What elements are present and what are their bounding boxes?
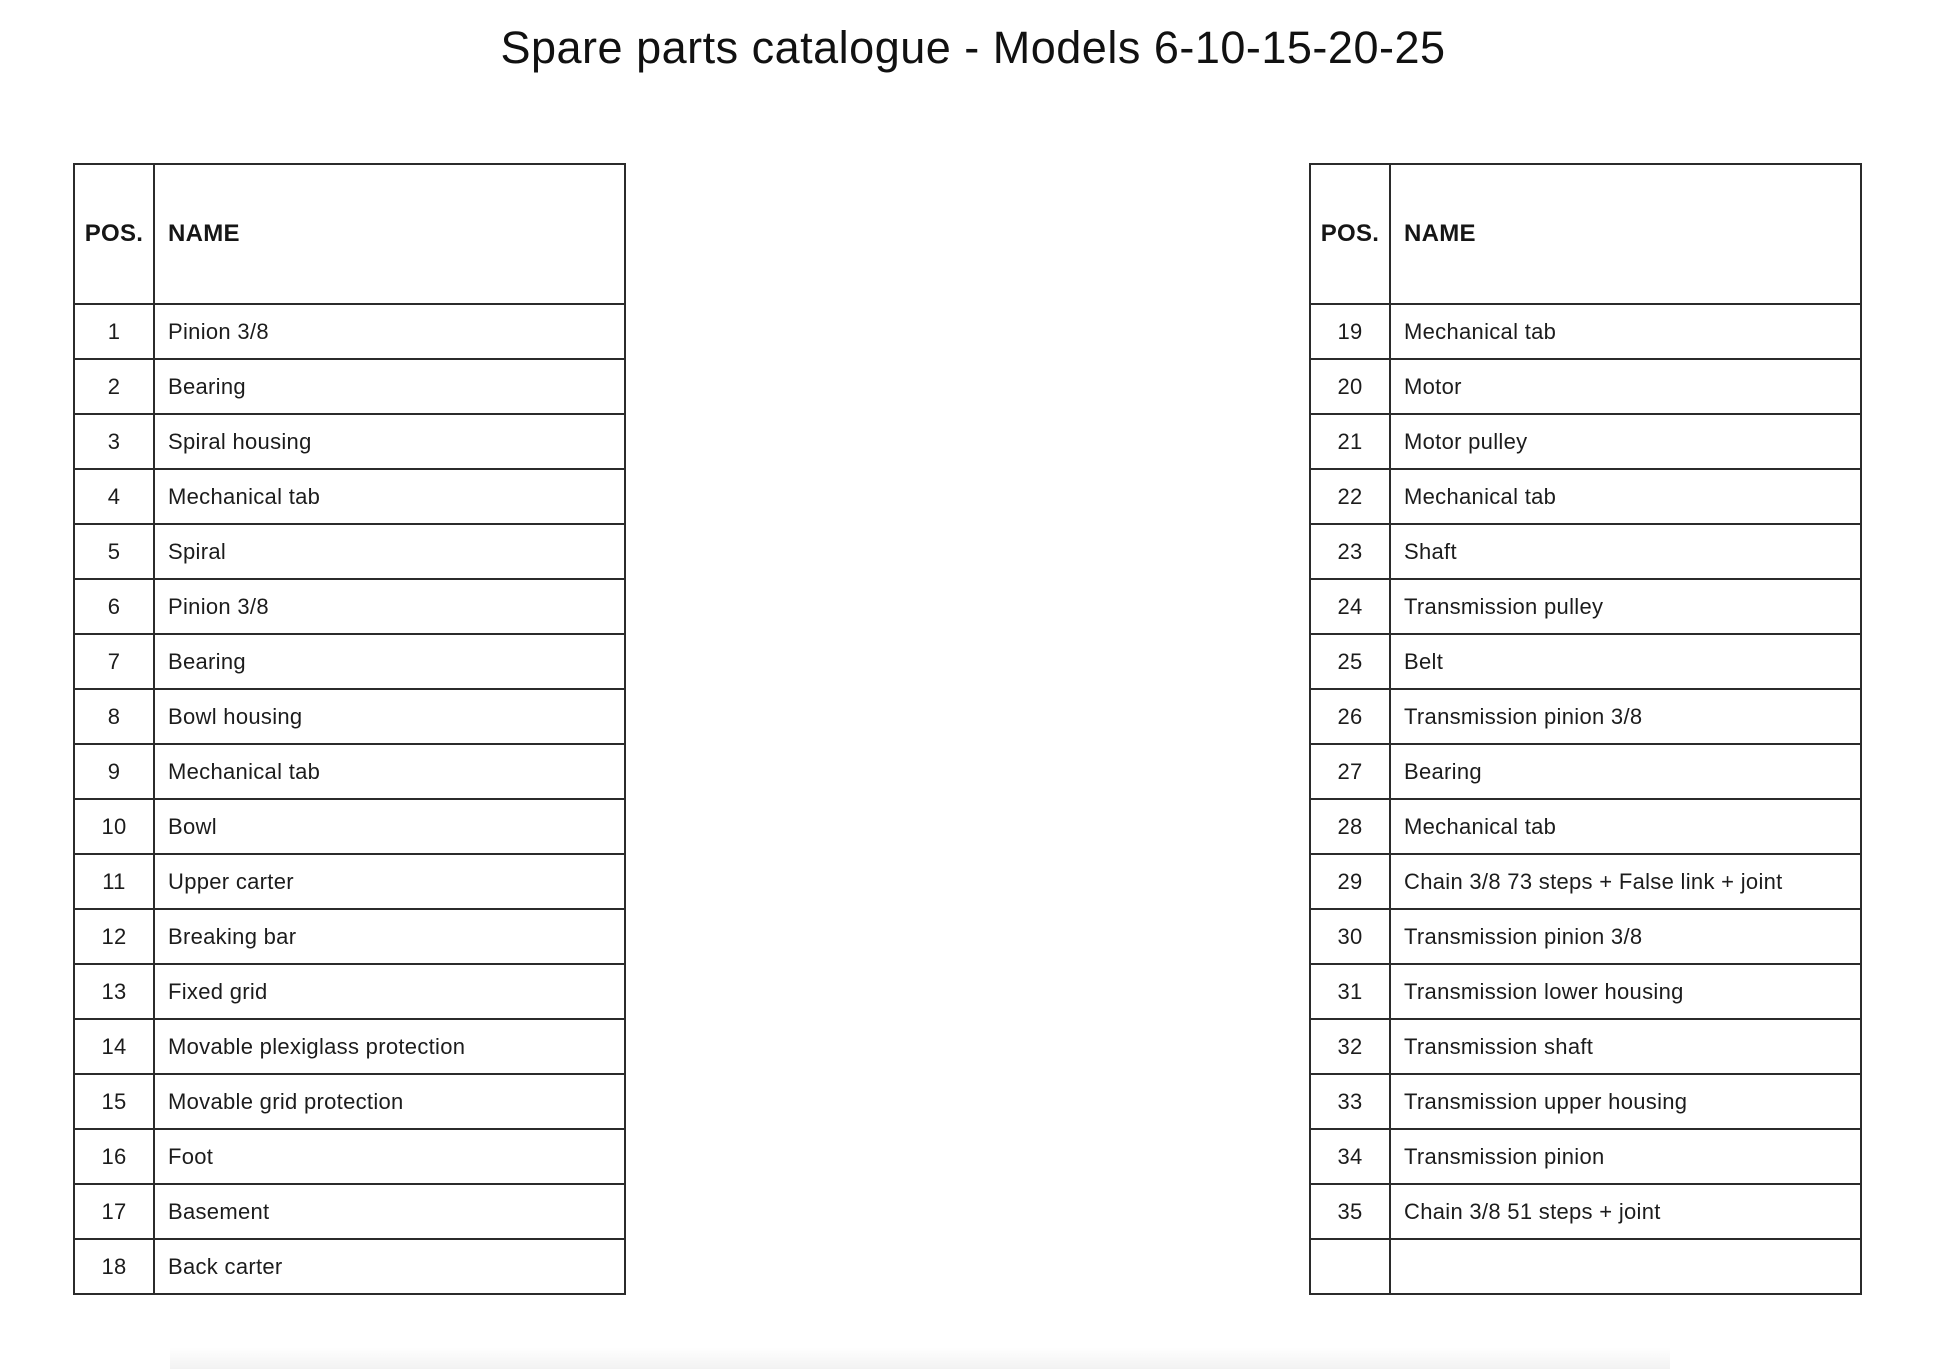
pos-cell: 35 — [1310, 1184, 1390, 1239]
table-row — [74, 689, 625, 744]
name-cell: Back carter — [154, 1239, 625, 1294]
pos-cell: 6 — [74, 579, 154, 634]
name-cell: Transmission shaft — [1390, 1019, 1861, 1074]
pos-cell: 8 — [74, 689, 154, 744]
name-column-header: NAME — [154, 164, 625, 304]
table-row — [1310, 359, 1861, 414]
name-cell: Bearing — [154, 634, 625, 689]
name-cell: Mechanical tab — [154, 469, 625, 524]
table-row — [1310, 1239, 1861, 1294]
pos-cell: 24 — [1310, 579, 1390, 634]
pos-cell: 26 — [1310, 689, 1390, 744]
name-cell: Transmission lower housing — [1390, 964, 1861, 1019]
pos-cell: 16 — [74, 1129, 154, 1184]
pos-cell: 5 — [74, 524, 154, 579]
table-row — [74, 414, 625, 469]
pos-cell: 29 — [1310, 854, 1390, 909]
pos-cell: 14 — [74, 1019, 154, 1074]
table-row — [1310, 469, 1861, 524]
pos-cell: 12 — [74, 909, 154, 964]
pos-cell: 28 — [1310, 799, 1390, 854]
table-row — [74, 1019, 625, 1074]
table-row — [1310, 634, 1861, 689]
pos-cell: 31 — [1310, 964, 1390, 1019]
name-cell: Belt — [1390, 634, 1861, 689]
name-cell: Motor pulley — [1390, 414, 1861, 469]
header-row — [74, 164, 625, 304]
name-cell: Chain 3/8 51 steps + joint — [1390, 1184, 1861, 1239]
name-cell: Mechanical tab — [1390, 469, 1861, 524]
pos-column-header: POS. — [74, 164, 154, 304]
pos-cell: 25 — [1310, 634, 1390, 689]
table-row — [74, 469, 625, 524]
table-body — [74, 304, 625, 1294]
name-cell: Spiral — [154, 524, 625, 579]
table-row — [1310, 579, 1861, 634]
table-row — [74, 304, 625, 359]
table-row — [1310, 744, 1861, 799]
pos-cell: 4 — [74, 469, 154, 524]
table-header — [74, 164, 625, 304]
table-row — [74, 1239, 625, 1294]
name-cell: Bowl — [154, 799, 625, 854]
name-cell: Mechanical tab — [1390, 799, 1861, 854]
pos-cell: 21 — [1310, 414, 1390, 469]
pos-column-header: POS. — [1310, 164, 1390, 304]
table-row — [74, 1184, 625, 1239]
pos-cell: 9 — [74, 744, 154, 799]
pos-cell: 34 — [1310, 1129, 1390, 1184]
spare-parts-table-left — [73, 163, 626, 1295]
table-row — [1310, 799, 1861, 854]
name-cell: Foot — [154, 1129, 625, 1184]
table-row — [74, 909, 625, 964]
name-cell: Movable grid protection — [154, 1074, 625, 1129]
pos-cell: 22 — [1310, 469, 1390, 524]
spare-parts-table-right — [1309, 163, 1862, 1295]
name-cell: Transmission pinion 3/8 — [1390, 689, 1861, 744]
table-row — [1310, 909, 1861, 964]
pos-cell: 3 — [74, 414, 154, 469]
page-bottom-shadow — [170, 1347, 1670, 1369]
table-row — [1310, 1129, 1861, 1184]
name-cell: Motor — [1390, 359, 1861, 414]
table-row — [1310, 304, 1861, 359]
pos-cell: 18 — [74, 1239, 154, 1294]
name-cell: Basement — [154, 1184, 625, 1239]
name-cell: Pinion 3/8 — [154, 304, 625, 359]
name-cell: Transmission pulley — [1390, 579, 1861, 634]
pos-cell: 17 — [74, 1184, 154, 1239]
name-cell: Bearing — [1390, 744, 1861, 799]
header-row — [1310, 164, 1861, 304]
page-title: Spare parts catalogue - Models 6-10-15-20-25 — [500, 22, 1446, 73]
table-row — [74, 634, 625, 689]
name-cell: Chain 3/8 73 steps + False link + joint — [1390, 854, 1861, 909]
table-row — [1310, 1019, 1861, 1074]
table-row — [74, 579, 625, 634]
name-column-header: NAME — [1390, 164, 1861, 304]
table-row — [74, 744, 625, 799]
pos-cell: 27 — [1310, 744, 1390, 799]
pos-cell: 19 — [1310, 304, 1390, 359]
pos-cell: 11 — [74, 854, 154, 909]
pos-cell: 33 — [1310, 1074, 1390, 1129]
table-row — [74, 854, 625, 909]
pos-cell: 10 — [74, 799, 154, 854]
table-row — [1310, 689, 1861, 744]
name-cell: Spiral housing — [154, 414, 625, 469]
pos-cell: 23 — [1310, 524, 1390, 579]
table-body — [1310, 304, 1861, 1294]
pos-cell — [1310, 1239, 1390, 1294]
name-cell: Movable plexiglass protection — [154, 1019, 625, 1074]
pos-cell: 1 — [74, 304, 154, 359]
table-row — [1310, 854, 1861, 909]
pos-cell: 30 — [1310, 909, 1390, 964]
name-cell: Shaft — [1390, 524, 1861, 579]
name-cell: Pinion 3/8 — [154, 579, 625, 634]
table-row — [1310, 1074, 1861, 1129]
name-cell: Transmission pinion 3/8 — [1390, 909, 1861, 964]
table-row — [1310, 524, 1861, 579]
name-cell: Bowl housing — [154, 689, 625, 744]
name-cell: Mechanical tab — [154, 744, 625, 799]
name-cell: Transmission upper housing — [1390, 1074, 1861, 1129]
name-cell: Bearing — [154, 359, 625, 414]
name-cell: Fixed grid — [154, 964, 625, 1019]
pos-cell: 15 — [74, 1074, 154, 1129]
table-row — [1310, 964, 1861, 1019]
table-row — [1310, 1184, 1861, 1239]
pos-cell: 20 — [1310, 359, 1390, 414]
name-cell: Mechanical tab — [1390, 304, 1861, 359]
name-cell — [1390, 1239, 1861, 1294]
pos-cell: 2 — [74, 359, 154, 414]
name-cell: Breaking bar — [154, 909, 625, 964]
pos-cell: 7 — [74, 634, 154, 689]
table-row — [74, 799, 625, 854]
pos-cell: 32 — [1310, 1019, 1390, 1074]
table-row — [74, 359, 625, 414]
table-row — [74, 964, 625, 1019]
table-row — [74, 524, 625, 579]
table-row — [74, 1129, 625, 1184]
table-row — [1310, 414, 1861, 469]
table-header — [1310, 164, 1861, 304]
pos-cell: 13 — [74, 964, 154, 1019]
table-row — [74, 1074, 625, 1129]
name-cell: Transmission pinion — [1390, 1129, 1861, 1184]
name-cell: Upper carter — [154, 854, 625, 909]
